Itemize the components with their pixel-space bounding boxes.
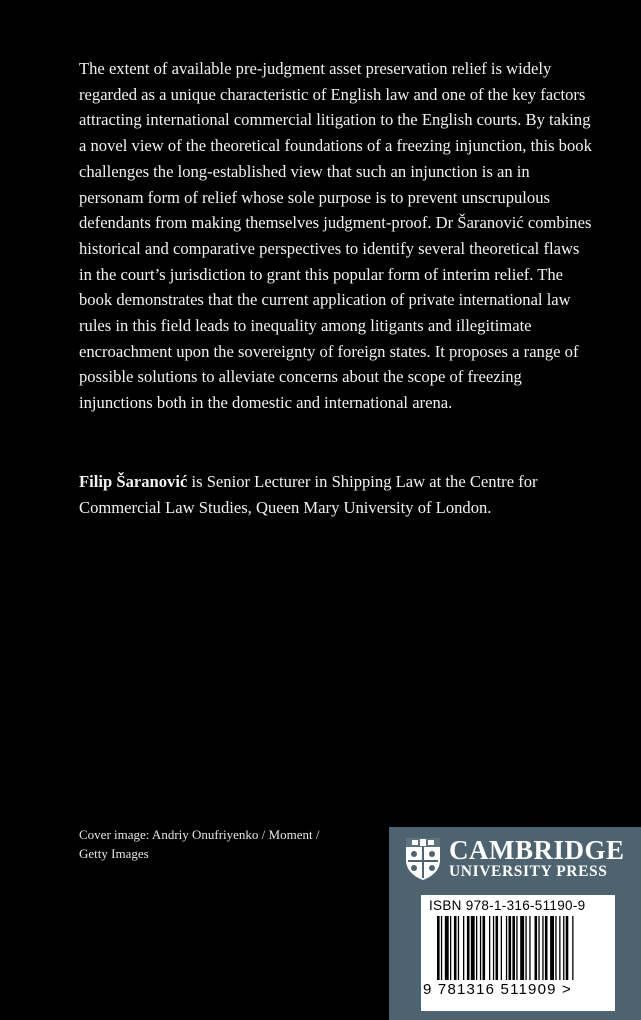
- author-bio-text: is Senior Lecturer in Shipping Law at the Centre for Commercial Law Studies, Queen Mary University of London.: [79, 472, 538, 517]
- publisher-panel: [389, 827, 641, 1020]
- barcode-bar: [542, 916, 543, 980]
- barcode-bar: [489, 916, 490, 980]
- barcode-bar: [566, 916, 569, 980]
- barcode-bar: [538, 916, 539, 980]
- barcode-bar: [493, 916, 494, 980]
- barcode-bars: [437, 916, 607, 980]
- author-bio: [79, 469, 599, 520]
- barcode-bar: [458, 916, 459, 980]
- barcode-bar: [525, 916, 526, 980]
- barcode-bar: [520, 916, 524, 980]
- barcode-bar: [476, 916, 477, 980]
- barcode-bar: [545, 916, 548, 980]
- credit-line-1: Cover image: Andriy Onufriyenko / Moment /: [79, 827, 320, 842]
- barcode-bar: [550, 916, 554, 980]
- barcode-bar: [535, 916, 538, 980]
- barcode-bar: [563, 916, 564, 980]
- barcode-bar: [463, 916, 464, 980]
- barcode-bar: [506, 916, 507, 980]
- barcode-bar: [467, 916, 470, 980]
- barcode-bar: [529, 916, 530, 980]
- barcode-bar: [516, 916, 517, 980]
- barcode-bar: [441, 916, 442, 980]
- barcode-bar: [437, 916, 440, 980]
- barcode-bar: [480, 916, 481, 980]
- publisher-logo: [404, 836, 625, 881]
- isbn-digits: 9 781316 511909 >: [423, 981, 572, 998]
- barcode-bar: [445, 916, 449, 980]
- publisher-name: CAMBRIDGE: [449, 834, 625, 865]
- isbn-barcode: [421, 895, 615, 1011]
- barcode-bar: [454, 916, 457, 980]
- barcode-bar: [471, 916, 475, 980]
- author-name: Filip Šaranović: [79, 472, 188, 491]
- barcode-bar: [501, 916, 502, 980]
- barcode-bar: [572, 916, 573, 980]
- cover-image-credit: [79, 825, 369, 863]
- book-description: [79, 56, 594, 416]
- cambridge-shield-icon: [404, 836, 442, 881]
- credit-line-2: Getty Images: [79, 846, 149, 861]
- barcode-bar: [512, 916, 515, 980]
- barcode-bar: [555, 916, 556, 980]
- description-paragraph: The extent of available pre-judgment asset preservation relief is widely regarded as a unique characteristic of English law and one of the key factors attracting international commercial litigation to the English courts. By taking a novel view of the theoretical foundations of a freezing injunction, this book challenges the long-established view that such an injunction is an in personam form of relief whose sole purpose is to prevent unscrupulous defendants from making themselves judgment-proof. Dr Šaranović combines historical and comparative perspectives to identify several theoretical flaws in the court’s jurisdiction to grant this popular form of interim relief. The book demonstrates that the current application of private international law rules in this field leads to inequality among litigants and illegitimate encroachment upon the sovereignty of foreign states. It proposes a range of possible solutions to alleviate concerns about the scope of freezing injunctions both in the domestic and international arena.: [79, 59, 592, 413]
- barcode-bar: [509, 916, 512, 980]
- barcode-bar: [496, 916, 499, 980]
- barcode-bar: [483, 916, 486, 980]
- barcode-bar: [450, 916, 451, 980]
- barcode-bar: [559, 916, 560, 980]
- isbn-label: ISBN 978-1-316-51190-9: [429, 898, 586, 913]
- publisher-subtitle: UNIVERSITY PRESS: [449, 862, 608, 880]
